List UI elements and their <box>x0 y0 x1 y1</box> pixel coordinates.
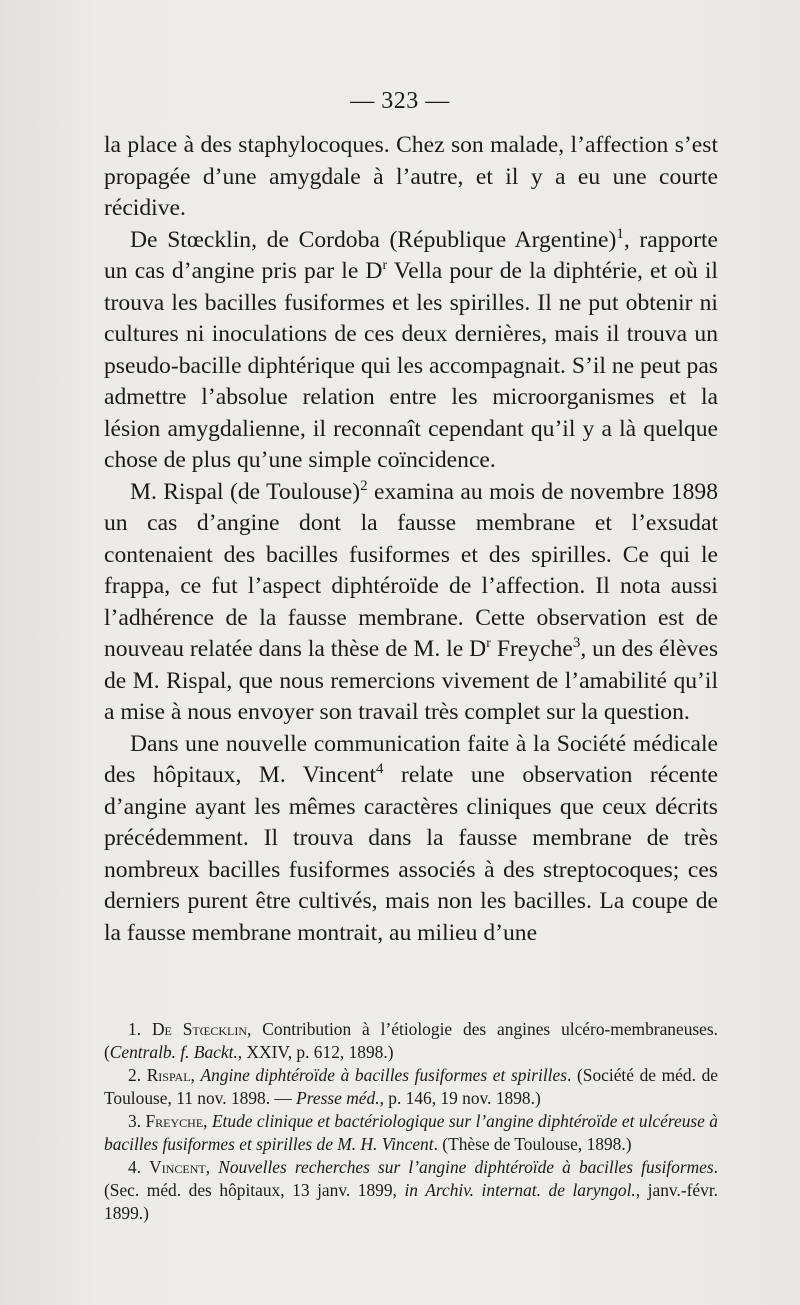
text-run: , <box>203 1111 212 1131</box>
footnotes <box>104 1018 718 1225</box>
author-name: Rispal <box>146 1065 191 1085</box>
text-run: , p. 146, 19 nov. 1898.) <box>379 1088 541 1108</box>
footnote-ref: 4 <box>376 761 384 778</box>
text-run: examina au mois de novembre 1898 un cas d’angine dont la fausse membrane et l’exsudat contenaient des bacilles fusiformes et des spirilles. Ce qui le frappa, ce fut l’aspect diphtéroïde de l’affection. Il nota aussi l’adhérence de la fausse membrane. Cette observation est de nouveau relatée dans la thèse de M. le D <box>104 478 718 662</box>
footnote <box>104 1110 718 1156</box>
text-run: Vella pour de la diphtérie, et où il trouva les bacilles fusiformes et les spirilles. Il ne put obtenir ni cultures ni inoculations de ces deux dernières, mais il trouva un pseudo-bacille diphtérique qui les accompagnait. S’il ne peut pas admettre l’absolue relation entre les microorganismes et la lésion amygdalienne, il reconnaît cependant qu’il y a là quelque chose de plus qu’une simple coïncidence. <box>104 258 718 473</box>
text-run: 2. <box>128 1065 147 1085</box>
footnote <box>104 1018 718 1064</box>
text-run: . (Thèse de Toulouse, 1898.) <box>433 1134 632 1154</box>
footnote-ref: 1 <box>616 225 624 242</box>
text-run: , un des élèves de M. Rispal, que nous remercions vivement de l’amabilité qu’il a mise à nous envoyer son travail très complet sur la question. <box>104 636 719 725</box>
italic-title: Presse méd. <box>296 1088 380 1108</box>
page-number: — 323 — <box>350 88 450 114</box>
paragraph <box>104 729 718 950</box>
author-name: De Stœcklin <box>151 1019 248 1039</box>
text-run: , janv.-févr. 1899.) <box>104 1180 718 1223</box>
text-run: . (Société de méd. de Toulouse, 11 nov. 1898. — <box>104 1065 718 1108</box>
text-run: , Contribution à l’étiologie des angines ulcéro-membraneuses. ( <box>104 1019 718 1062</box>
text-run: 4. <box>128 1157 150 1177</box>
author-name: Freyche <box>145 1111 204 1131</box>
italic-title: Angine diphtéroïde à bacilles fusiformes et spirilles <box>200 1065 567 1085</box>
text-run: Dans une nouvelle communication faite à la Société médicale des hôpitaux, M. Vincent <box>104 730 718 788</box>
paragraph <box>104 477 718 729</box>
footnote <box>104 1156 718 1225</box>
italic-title: in Archiv. internat. de laryngol. <box>404 1180 636 1200</box>
text-run: , rapporte un cas d’angine pris par le D <box>104 226 718 284</box>
superscript: r <box>486 636 491 652</box>
text-run: relate une observation récente d’angine ayant les mêmes caractères cliniques que ceux décrits précédemment. Il trouva dans la fausse membrane de très nombreux bacilles fusiformes associés à des streptocoques; ces derniers purent être cultivés, mais non les bacilles. La coupe de la fausse membrane montrait, au milieu d’une <box>104 762 718 946</box>
italic-title: Centralb. f. Backt. <box>109 1042 238 1062</box>
italic-title: Etude clinique et bactériologique sur l’angine diphtéroïde et ulcéreuse à bacilles fusiformes et spirilles de M. H. Vincent <box>104 1111 718 1154</box>
italic-title: Nouvelles recherches sur l’angine diphtéroïde à bacilles fusiformes <box>218 1157 714 1177</box>
paragraph <box>104 130 718 225</box>
text-run: la place à des staphylocoques. Chez son malade, l’affection s’est propagée d’une amygdale à l’autre, et il y a eu une courte récidive. <box>104 132 718 221</box>
superscript: r <box>382 258 388 274</box>
text-run: , <box>190 1065 201 1085</box>
text-run: Freyche <box>490 636 573 662</box>
text-run: 3. <box>128 1111 146 1131</box>
text-run: De Stœcklin, de Cordoba (République Argentine) <box>130 226 617 253</box>
footnote <box>104 1064 718 1110</box>
body-text <box>104 130 718 949</box>
text-run: 1. <box>128 1019 152 1039</box>
text-run: M. Rispal (de Toulouse) <box>130 478 361 505</box>
author-name: Vincent <box>149 1157 206 1177</box>
text-run: . (Sec. méd. des hôpitaux, 13 janv. 1899, <box>104 1157 718 1200</box>
footnote-ref: 3 <box>572 635 581 652</box>
footnote-ref: 2 <box>360 477 368 494</box>
text-run: , <box>205 1157 219 1177</box>
paragraph <box>104 225 718 477</box>
text-run: , XXIV, p. 612, 1898.) <box>237 1042 394 1062</box>
